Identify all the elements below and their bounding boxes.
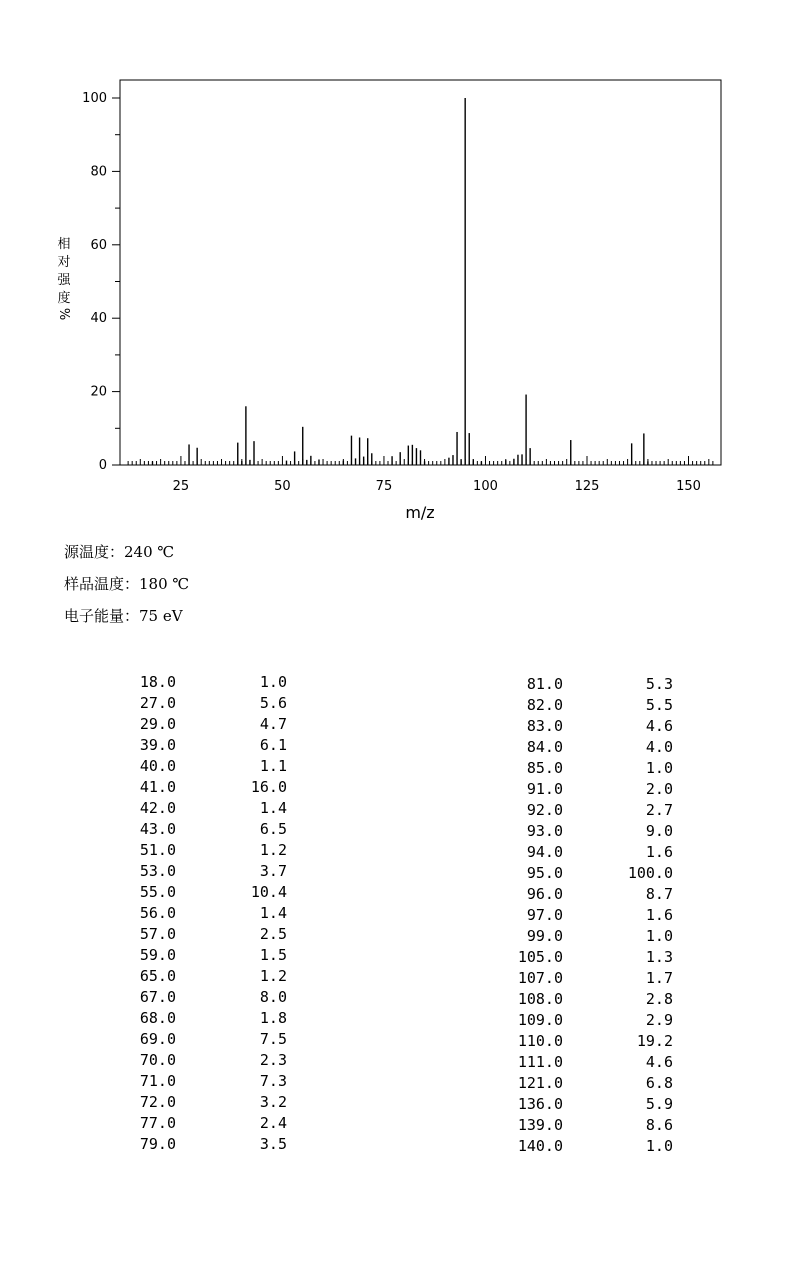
intensity-value: 4.7 bbox=[259, 715, 287, 733]
mz-value: 91.0 bbox=[526, 780, 563, 798]
intensity-value: 5.6 bbox=[259, 694, 287, 712]
intensity-value: 1.2 bbox=[259, 967, 287, 985]
mz-value: 67.0 bbox=[139, 988, 176, 1006]
intensity-value: 1.5 bbox=[259, 946, 287, 964]
mz-value: 51.0 bbox=[139, 841, 176, 859]
mz-value: 139.0 bbox=[517, 1116, 563, 1134]
mz-value: 72.0 bbox=[139, 1093, 176, 1111]
peak-table-row bbox=[0, 926, 794, 947]
mz-value: 81.0 bbox=[526, 675, 563, 693]
peak-table-row bbox=[0, 1094, 794, 1115]
peak-table-row bbox=[0, 884, 794, 905]
peak-table-row bbox=[0, 1052, 794, 1073]
mz-value: 108.0 bbox=[517, 990, 563, 1008]
y-label-char: 度 bbox=[57, 291, 71, 306]
x-tick-label: 25 bbox=[172, 479, 190, 494]
peak-table-row bbox=[0, 758, 794, 779]
peak-table-row bbox=[0, 779, 794, 800]
x-tick-label: 75 bbox=[375, 479, 393, 494]
mz-value: 69.0 bbox=[139, 1030, 176, 1048]
intensity-value: 3.5 bbox=[259, 1135, 287, 1153]
intensity-value: 6.5 bbox=[259, 820, 287, 838]
mz-value: 97.0 bbox=[526, 906, 563, 924]
mz-value: 65.0 bbox=[139, 967, 176, 985]
intensity-value: 1.0 bbox=[259, 673, 287, 691]
intensity-value: 7.3 bbox=[259, 1072, 287, 1090]
peak-table-row bbox=[0, 968, 794, 989]
mz-value: 99.0 bbox=[526, 927, 563, 945]
intensity-value: 2.5 bbox=[259, 925, 287, 943]
intensity-value: 4.0 bbox=[645, 738, 673, 756]
mass-spectrum-chart bbox=[0, 0, 794, 530]
intensity-value: 1.7 bbox=[645, 969, 673, 987]
mz-value: 93.0 bbox=[526, 822, 563, 840]
y-tick-label: 20 bbox=[90, 384, 107, 400]
mz-value: 96.0 bbox=[526, 885, 563, 903]
y-label-char: 对 bbox=[57, 255, 71, 270]
y-tick-label: 40 bbox=[90, 311, 107, 327]
x-tick-label: 125 bbox=[574, 479, 600, 494]
mz-value: 56.0 bbox=[139, 904, 176, 922]
intensity-value: 5.3 bbox=[645, 675, 673, 693]
mz-value: 59.0 bbox=[139, 946, 176, 964]
intensity-value: 8.7 bbox=[645, 885, 673, 903]
electron-energy: 电子能量：75 eV bbox=[64, 607, 183, 625]
peak-table-row bbox=[0, 674, 794, 695]
peak-table-row bbox=[0, 1136, 794, 1157]
mz-value: 140.0 bbox=[517, 1137, 563, 1155]
mz-value: 110.0 bbox=[517, 1032, 563, 1050]
peak-table-row bbox=[0, 842, 794, 863]
mz-value: 85.0 bbox=[526, 759, 563, 777]
mz-value: 121.0 bbox=[517, 1074, 563, 1092]
peak-table-row bbox=[0, 1010, 794, 1031]
mz-value: 95.0 bbox=[526, 864, 563, 882]
mz-value: 82.0 bbox=[526, 696, 563, 714]
intensity-value: 3.2 bbox=[259, 1093, 287, 1111]
y-tick-label: 60 bbox=[90, 237, 107, 253]
mz-value: 107.0 bbox=[517, 969, 563, 987]
mz-value: 55.0 bbox=[139, 883, 176, 901]
x-tick-label: 100 bbox=[473, 479, 498, 494]
peak-table-right bbox=[0, 674, 794, 1157]
x-tick-label: 150 bbox=[676, 479, 701, 494]
intensity-value: 8.0 bbox=[259, 988, 287, 1006]
peak-table-row bbox=[0, 1073, 794, 1094]
mz-value: 57.0 bbox=[139, 925, 176, 943]
y-axis-label bbox=[56, 236, 71, 320]
mz-value: 84.0 bbox=[526, 738, 563, 756]
mz-value: 83.0 bbox=[526, 717, 563, 735]
mz-value: 42.0 bbox=[139, 799, 176, 817]
intensity-value: 7.5 bbox=[259, 1030, 287, 1048]
y-tick-label: 100 bbox=[82, 91, 107, 106]
mz-value: 109.0 bbox=[517, 1011, 563, 1029]
intensity-value: 1.2 bbox=[259, 841, 287, 859]
intensity-value: 16.0 bbox=[250, 778, 287, 796]
sample-temperature: 样品温度：180 ℃ bbox=[64, 575, 190, 593]
y-label-char: % bbox=[56, 307, 71, 321]
intensity-value: 1.0 bbox=[645, 1137, 673, 1155]
intensity-value: 6.1 bbox=[259, 736, 287, 754]
mz-value: 70.0 bbox=[139, 1051, 176, 1069]
mz-value: 92.0 bbox=[526, 801, 563, 819]
mz-value: 111.0 bbox=[517, 1053, 563, 1071]
mz-value: 41.0 bbox=[139, 778, 176, 796]
mz-value: 18.0 bbox=[139, 673, 176, 691]
intensity-value: 8.6 bbox=[645, 1116, 673, 1134]
intensity-value: 1.0 bbox=[645, 927, 673, 945]
intensity-value: 2.4 bbox=[259, 1114, 287, 1132]
mz-value: 39.0 bbox=[139, 736, 176, 754]
intensity-value: 1.6 bbox=[645, 843, 673, 861]
peak-table-row bbox=[0, 737, 794, 758]
mz-value: 77.0 bbox=[139, 1114, 176, 1132]
intensity-value: 9.0 bbox=[645, 822, 673, 840]
mz-value: 79.0 bbox=[139, 1135, 176, 1153]
peak-table-row bbox=[0, 695, 794, 716]
mz-value: 68.0 bbox=[139, 1009, 176, 1027]
mz-value: 27.0 bbox=[139, 694, 176, 712]
intensity-value: 2.9 bbox=[645, 1011, 673, 1029]
intensity-value: 4.6 bbox=[645, 717, 673, 735]
intensity-value: 1.3 bbox=[645, 948, 673, 966]
mz-value: 94.0 bbox=[526, 843, 563, 861]
mz-value: 43.0 bbox=[139, 820, 176, 838]
intensity-value: 2.0 bbox=[645, 780, 673, 798]
mz-value: 40.0 bbox=[139, 757, 176, 775]
y-label-char: 强 bbox=[57, 273, 71, 288]
intensity-value: 1.4 bbox=[259, 904, 287, 922]
intensity-value: 2.3 bbox=[259, 1051, 287, 1069]
peak-table-row bbox=[0, 863, 794, 884]
peak-table-row bbox=[0, 1031, 794, 1052]
intensity-value: 1.4 bbox=[259, 799, 287, 817]
mz-value: 105.0 bbox=[517, 948, 563, 966]
x-tick-label: 50 bbox=[274, 479, 291, 494]
y-label-char: 相 bbox=[57, 237, 71, 252]
peak-table-row bbox=[0, 905, 794, 926]
plot-frame bbox=[120, 80, 721, 465]
peak-table-row bbox=[0, 821, 794, 842]
x-axis-label: m/z bbox=[405, 503, 435, 522]
intensity-value: 1.0 bbox=[645, 759, 673, 777]
intensity-value: 100.0 bbox=[627, 864, 673, 882]
intensity-value: 3.7 bbox=[259, 862, 287, 880]
intensity-value: 19.2 bbox=[636, 1032, 673, 1050]
peak-bars bbox=[152, 98, 647, 465]
peak-table-row bbox=[0, 947, 794, 968]
peak-table-row bbox=[0, 716, 794, 737]
intensity-value: 5.5 bbox=[645, 696, 673, 714]
intensity-value: 1.1 bbox=[259, 757, 287, 775]
intensity-value: 4.6 bbox=[645, 1053, 673, 1071]
intensity-value: 2.7 bbox=[645, 801, 673, 819]
peak-table-row bbox=[0, 989, 794, 1010]
intensity-value: 1.8 bbox=[259, 1009, 287, 1027]
y-tick-label: 0 bbox=[98, 458, 107, 473]
source-temperature: 源温度：240 ℃ bbox=[64, 543, 175, 561]
mz-value: 53.0 bbox=[139, 862, 176, 880]
mz-value: 136.0 bbox=[517, 1095, 563, 1113]
intensity-value: 6.8 bbox=[645, 1074, 673, 1092]
intensity-value: 2.8 bbox=[645, 990, 673, 1008]
mz-value: 71.0 bbox=[139, 1072, 176, 1090]
intensity-value: 1.6 bbox=[645, 906, 673, 924]
peak-table-row bbox=[0, 1115, 794, 1136]
intensity-value: 10.4 bbox=[250, 883, 287, 901]
y-tick-label: 80 bbox=[90, 164, 107, 180]
y-axis-ticks bbox=[82, 91, 120, 473]
intensity-value: 5.9 bbox=[645, 1095, 673, 1113]
mz-value: 29.0 bbox=[139, 715, 176, 733]
peak-table-row bbox=[0, 800, 794, 821]
